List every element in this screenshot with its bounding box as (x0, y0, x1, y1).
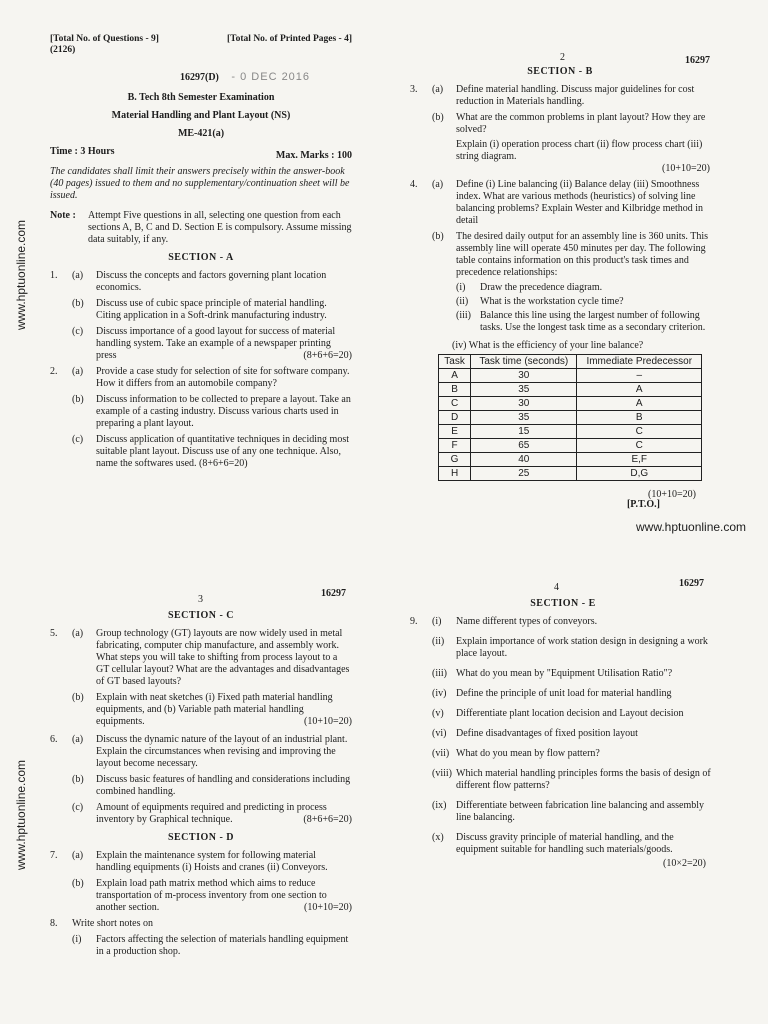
page-2-header (410, 52, 710, 66)
table-row (439, 439, 702, 453)
q7b-label: (b) (72, 878, 84, 889)
total-pages: [Total No. of Printed Pages - 4] (227, 34, 352, 44)
cell-task: G (439, 453, 471, 467)
cell-predecessor: C (577, 425, 702, 439)
cell-predecessor: C (577, 439, 702, 453)
cell-task: C (439, 397, 471, 411)
q7b (50, 878, 352, 914)
q4a (410, 179, 710, 227)
q3b-body (456, 112, 710, 175)
table-row (439, 425, 702, 439)
q9-item-text: Discuss gravity principle of material handling, and the equipment suitable for handling such materials/goods. (456, 832, 674, 855)
course-code: ME-421(a) (177, 127, 225, 139)
q9 (410, 616, 716, 870)
q3b-text: What are the common problems in plant layout? How they are solved? (456, 112, 706, 135)
cell-time: 65 (471, 439, 577, 453)
page-2-number: 2 (560, 52, 565, 63)
pto: [P.T.O.] (626, 499, 660, 510)
page-3-code: 16297 (321, 588, 346, 599)
cell-time: 35 (471, 411, 577, 425)
q6c-body (96, 802, 352, 826)
watermark-left-bottom: www.hptuonline.com (14, 759, 28, 870)
time: Time : 3 Hours (50, 145, 115, 157)
q5b-body (96, 692, 352, 728)
page-3-number: 3 (198, 594, 203, 605)
q3a-text: Define material handling. Discuss major guidelines for cost reduction in Materials handling. (456, 84, 695, 107)
q9-item-text: Explain importance of work station design in designing a work place layout. (456, 636, 708, 659)
cell-time: 35 (471, 383, 577, 397)
time-marks (50, 146, 352, 162)
task-table-header (439, 355, 702, 369)
q9-item-text: Which material handling principles forms the basis of design of different flow patterns? (456, 768, 711, 791)
page-4 (410, 578, 716, 870)
total-questions: [Total No. of Questions - 9] (50, 34, 159, 44)
q4b-iii-text: Balance this line using the largest number of following tasks. Use the longest task time as a secondary criterion. (480, 310, 706, 333)
q5-marks: (10+10=20) (304, 716, 352, 727)
q7a (50, 850, 352, 874)
q6-marks: (8+6+6=20) (303, 814, 352, 825)
q2a (50, 366, 352, 390)
section-e-title: SECTION - E (530, 598, 596, 609)
table-row (439, 369, 702, 383)
cell-time: 30 (471, 397, 577, 411)
page-4-code: 16297 (679, 578, 704, 589)
q9-item-number: (iv) (432, 688, 447, 699)
q9-item-text: Name different types of conveyors. (456, 616, 598, 627)
q9-item-number: (v) (432, 708, 444, 719)
q9-item (410, 832, 716, 856)
q6c-label: (c) (72, 802, 84, 813)
q4-marks: (10+10=20) (648, 489, 696, 500)
q6-number: 6. (50, 734, 58, 745)
q8i-text: Factors affecting the selection of materials handling equipment in a production shop. (96, 934, 349, 957)
page-4-number: 4 (554, 582, 559, 593)
q5b-text: Explain with neat sketches (i) Fixed path material handling equipments, and (b) Variable path material handling equipments. (96, 692, 333, 727)
q9-marks: (10×2=20) (663, 858, 706, 869)
q7a-text: Explain the maintenance system for following material handling equipments (i) Hoists and cranes (ii) Conveyors. (96, 850, 328, 873)
paper-code: 16297(D) (180, 71, 219, 83)
note-text: Attempt Five questions in all, selecting one question from each sections A, B, C and D. Section E is compulsory. Assume missing data suitably, if any. (88, 209, 352, 245)
q8-text: Write short notes on (72, 918, 153, 929)
q2b (50, 394, 352, 430)
section-d-title: SECTION - D (167, 832, 235, 843)
q2-marks: (8+6+6=20) (199, 457, 248, 469)
q9-item-text: Define the principle of unit load for material handling (456, 688, 672, 699)
table-row (439, 453, 702, 467)
th-time: Task time (seconds) (471, 355, 577, 369)
task-table (438, 354, 702, 481)
q2a-label: (a) (72, 365, 84, 377)
q7-marks: (10+10=20) (304, 902, 352, 913)
note-label: Note : (50, 209, 76, 221)
cell-task: H (439, 467, 471, 481)
q3b (410, 112, 710, 175)
q1c (50, 326, 352, 362)
q5b (50, 692, 352, 728)
q4a-label: (a) (432, 179, 444, 190)
q6c (50, 802, 352, 826)
q6a-label: (a) (72, 734, 84, 745)
note (50, 210, 352, 246)
q9-item-text: What do you mean by flow pattern? (456, 748, 600, 759)
q9-item-number: (ix) (432, 800, 447, 811)
q9-item (410, 708, 716, 720)
q9-item-text: What do you mean by "Equipment Utilisation Ratio"? (456, 668, 673, 679)
q4b-iv: (iv) What is the efficiency of your line balance? (452, 340, 644, 351)
cell-time: 25 (471, 467, 577, 481)
q2a-text: Provide a case study for selection of site for software company. How it differs from an automobile company? (96, 365, 350, 389)
q9-item-number: (viii) (432, 768, 452, 779)
q3a-label: (a) (432, 84, 444, 95)
q9-item-text: Differentiate plant location decision and Layout decision (456, 708, 684, 719)
q5a-text: Group technology (GT) layouts are now widely used in metal fabricating, computer chip manufacture, and assembly work. What steps you will take to shifting from process layout to a GT cellular layout? What are the advantages and disadvantages of GT based layouts? (96, 628, 350, 687)
cell-task: F (439, 439, 471, 453)
q7b-body (96, 878, 352, 914)
q2b-text: Discuss information to be collected to prepare a layout. Take an example of a casting industry. Discuss various charts used in preparing a plant layout. (96, 393, 351, 429)
cell-time: 40 (471, 453, 577, 467)
q7-number: 7. (50, 850, 58, 861)
q9-item-text: Differentiate between fabrication line balancing and assembly line balancing. (456, 800, 705, 823)
q1b-label: (b) (72, 297, 84, 309)
q2c (50, 434, 352, 470)
q2-number: 2. (50, 365, 58, 377)
q1b-text: Discuss use of cubic space principle of material handling. Citing application in a Soft-drink manufacturing industry. (96, 297, 327, 321)
table-row (439, 467, 702, 481)
cell-task: B (439, 383, 471, 397)
q9-item-number: (vi) (432, 728, 447, 739)
q9-item-text: Define disadvantages of fixed position layout (456, 728, 638, 739)
q1a (50, 270, 352, 294)
q4b-text: The desired daily output for an assembly line is 360 units. This assembly line will operate 450 minutes per day. The following table contains information on this product's task times and precedence relationships: (456, 231, 709, 278)
table-row (439, 383, 702, 397)
q6b (50, 774, 352, 798)
q6b-label: (b) (72, 774, 84, 785)
cell-predecessor: – (577, 369, 702, 383)
page-header (50, 34, 352, 45)
cell-predecessor: D,G (577, 467, 702, 481)
th-task: Task (439, 355, 471, 369)
q2c-text: Discuss application of quantitative techniques in deciding most suitable plant layout. Discuss use of any one technique. Also, name the softwares used. (96, 433, 350, 469)
page-1 (50, 34, 352, 474)
q3a (410, 84, 710, 108)
q4b-ii-text: What is the workstation cycle time? (480, 296, 624, 307)
q1-number: 1. (50, 269, 58, 281)
table-row (439, 411, 702, 425)
q2c-body (96, 434, 352, 470)
q4-number: 4. (410, 179, 418, 190)
q9-item (410, 616, 716, 628)
q3-number: 3. (410, 84, 418, 95)
q9-number: 9. (410, 616, 418, 627)
cell-predecessor: B (577, 411, 702, 425)
date-stamp: - 0 DEC 2016 (231, 70, 311, 83)
cell-time: 30 (471, 369, 577, 383)
q4b-i-text: Draw the precedence diagram. (480, 282, 603, 293)
q1a-text: Discuss the concepts and factors governing plant location economics. (96, 269, 327, 293)
subject-title: Material Handling and Plant Layout (NS) (111, 109, 291, 121)
q1b (50, 298, 352, 322)
q9-item (410, 768, 716, 792)
q2c-label: (c) (72, 433, 84, 445)
paper-code-line (180, 71, 352, 84)
page-4-header (410, 578, 716, 594)
q6a (50, 734, 352, 770)
q9-item-number: (vii) (432, 748, 450, 759)
q1c-body (96, 326, 352, 362)
q4b (410, 231, 710, 336)
q6a-text: Discuss the dynamic nature of the layout of an industrial plant. Explain the circumstances when revising and improving the layout become necessary. (96, 734, 348, 769)
cell-predecessor: A (577, 383, 702, 397)
q1c-label: (c) (72, 325, 84, 337)
q9-item (410, 688, 716, 700)
q4b-ii: (ii) What is the workstation cycle time? (456, 296, 710, 308)
q9-item-number: (ii) (432, 636, 445, 647)
page-3-header (50, 588, 352, 604)
q8i-label: (i) (72, 934, 82, 945)
cell-predecessor: A (577, 397, 702, 411)
q9-item (410, 748, 716, 760)
exam-code: (2126) (50, 45, 76, 56)
cell-predecessor: E,F (577, 453, 702, 467)
q9-item (410, 728, 716, 740)
cell-task: D (439, 411, 471, 425)
q1c-text: Discuss importance of a good layout for success of material handling system. Take an example of a newspaper printing press (96, 325, 336, 361)
q7b-text: Explain load path matrix method which aims to reduce transportation of m-process inventory from one section to another section. (96, 878, 327, 913)
q9-item-number: (i) (432, 616, 442, 627)
q7a-label: (a) (72, 850, 84, 861)
cell-task: A (439, 369, 471, 383)
q9-item-number: (iii) (432, 668, 447, 679)
q1a-label: (a) (72, 269, 84, 281)
q9-item (410, 800, 716, 824)
q3b-explain: Explain (i) operation process chart (ii) flow process chart (iii) string diagram. (456, 139, 703, 162)
q5a-label: (a) (72, 628, 84, 639)
section-b-title: SECTION - B (527, 66, 593, 77)
instructions: The candidates shall limit their answers precisely within the answer-book (40 pages) issued to them and no supplementary/continuation sheet will be issued. (50, 165, 350, 201)
q3-marks: (10+10=20) (662, 163, 710, 174)
q6b-text: Discuss basic features of handling and considerations including combined handling. (96, 774, 351, 797)
q5-number: 5. (50, 628, 58, 639)
q9-item-number: (x) (432, 832, 444, 843)
exam-title: B. Tech 8th Semester Examination (127, 91, 275, 103)
page-2-code: 16297 (685, 55, 710, 66)
q4b-iii: (iii) Balance this line using the largest number of following tasks. Use the longest task time as a secondary criterion. (456, 310, 710, 334)
max-marks: Max. Marks : 100 (275, 149, 352, 161)
q5a (50, 628, 352, 688)
table-row (439, 397, 702, 411)
th-predecessor: Immediate Predecessor (577, 355, 702, 369)
cell-task: E (439, 425, 471, 439)
q4b-body (456, 231, 710, 336)
q4a-text: Define (i) Line balancing (ii) Balance delay (iii) Smoothness index. What are various methods (heuristics) of solving line balancing problems? Explain Wester and Kilbridge method in detail (456, 179, 704, 226)
q6c-text: Amount of equipments required and predicting in process inventory by Graphical technique. (96, 802, 327, 825)
q1-marks: (8+6+6=20) (303, 349, 352, 361)
q4b-label: (b) (432, 231, 444, 242)
q8-number: 8. (50, 918, 58, 929)
page-2 (410, 52, 710, 511)
watermark-left-top: www.hptuonline.com (14, 219, 28, 330)
q8 (50, 918, 352, 930)
page-3 (50, 588, 352, 962)
q3b-label: (b) (432, 112, 444, 123)
q5b-label: (b) (72, 692, 84, 703)
watermark-right: www.hptuonline.com (636, 520, 747, 534)
section-c-title: SECTION - C (167, 610, 235, 621)
q9-item (410, 636, 716, 660)
q2b-label: (b) (72, 393, 84, 405)
section-a-title: SECTION - A (168, 251, 234, 263)
q4b-i: (i) Draw the precedence diagram. (456, 282, 710, 294)
q8i (50, 934, 352, 958)
q9-item (410, 668, 716, 680)
cell-time: 15 (471, 425, 577, 439)
